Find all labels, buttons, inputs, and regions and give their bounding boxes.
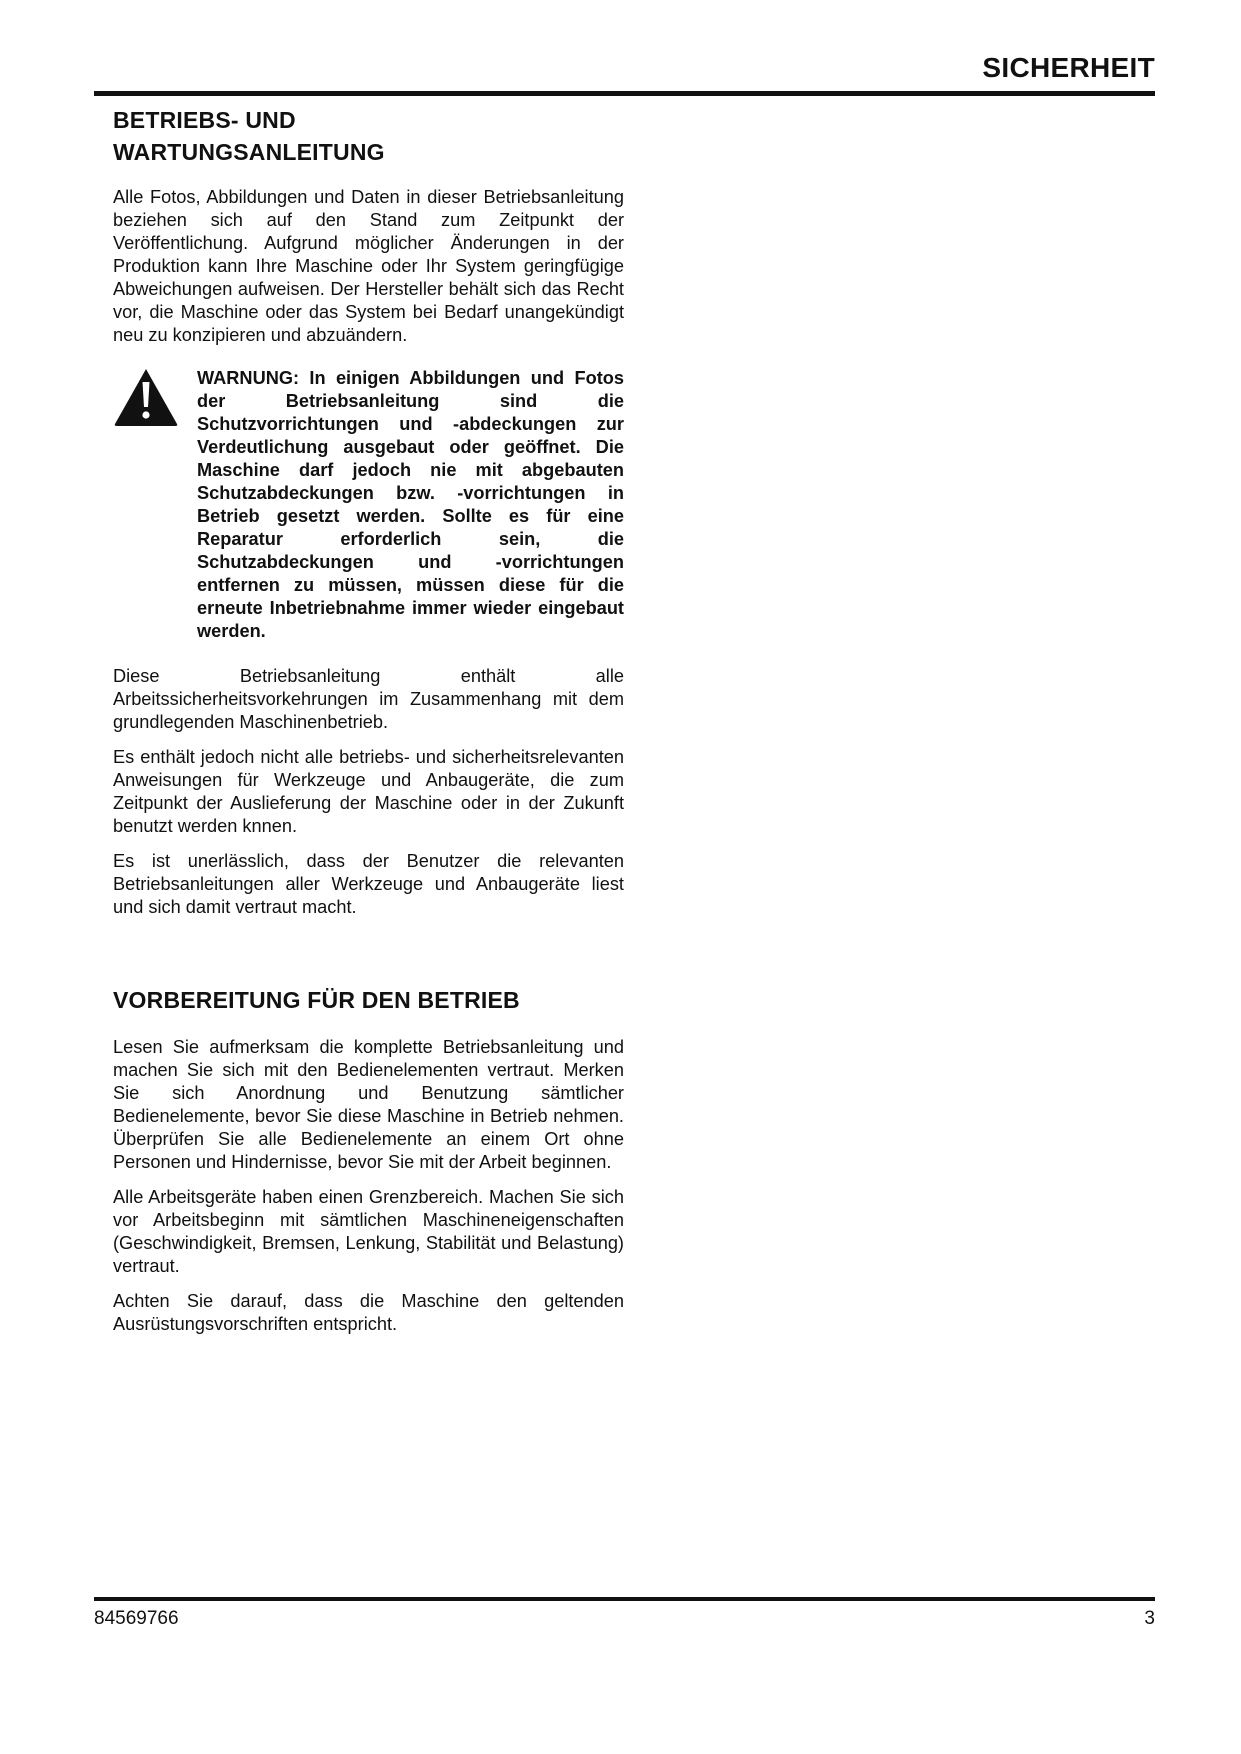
paragraph-werkzeuge: Es enthält jedoch nicht alle betriebs- und sicherheitsrelevanten Anweisungen für Werkzeuge und Anbaugeräte, die zum Zeitpunkt der Auslieferung der Maschine oder in der Zukunft benutzt werden knnen. xyxy=(113,747,624,836)
section-vorbereitung xyxy=(113,984,624,1348)
heading-vorbereitung: VORBEREITUNG FÜR DEN BETRIEB xyxy=(113,987,520,1013)
header-divider xyxy=(94,91,1155,96)
warning-text: WARNUNG: In einigen Abbildungen und Fotos der Betriebsanleitung sind die Schutzvorrichtungen und -abdeckungen zur Verdeutlichung ausgebaut oder geöffnet. Die Maschine darf jedoch nie mit abgebauten Schutzabdeckungen bzw. -vorrichtungen in Betrieb gesetzt werden. Sollte es für eine Reparatur erforderlich sein, die Schutzabdeckungen und -vorrichtungen entfernen zu müssen, müssen diese für die erneute Inbetriebnahme immer wieder eingebaut werden. xyxy=(197,368,624,641)
paragraph-grenzbereich: Alle Arbeitsgeräte haben einen Grenzbereich. Machen Sie sich vor Arbeitsbeginn mit sämtlichen Maschineneigenschaften (Geschwindigkeit, Bremsen, Lenkung, Stabilität und Belastung) vertraut. xyxy=(113,1187,624,1276)
paragraph-bedienelemente: Lesen Sie aufmerksam die komplette Betriebsanleitung und machen Sie sich mit den Bedienelementen vertraut. Merken Sie sich Anordnung und Benutzung sämtlicher Bedienelemente, bevor Sie diese Maschine in Betrieb nehmen. Überprüfen Sie alle Bedienelemente an einem Ort ohne Personen und Hindernisse, bevor Sie mit der Arbeit beginnen. xyxy=(113,1037,624,1172)
document-number: 84569766 xyxy=(94,1608,179,1629)
paragraph-sicherheitsvorkehrungen: Diese Betriebsanleitung enthält alle Arbeitssicherheitsvorkehrungen im Zusammenhang mit dem grundlegenden Maschinenbetrieb. xyxy=(113,666,624,732)
heading-betriebsanleitung xyxy=(113,104,624,168)
intro-paragraph: Alle Fotos, Abbildungen und Daten in dieser Betriebsanleitung beziehen sich auf den Stand zum Zeitpunkt der Veröffentlichung. Aufgrund möglicher Änderungen in der Produktion kann Ihre Maschine oder Ihr System geringfügige Abweichungen aufweisen. Der Hersteller behält sich das Recht vor, die Maschine oder das System bei Bedarf unangekündigt neu zu konzipieren und abzuändern. xyxy=(113,187,624,345)
paragraph-benutzer: Es ist unerlässlich, dass der Benutzer die relevanten Betriebsanleitungen aller Werkzeuge und Anbaugeräte liest und sich damit vertraut macht. xyxy=(113,851,624,917)
page-number: 3 xyxy=(1144,1608,1155,1629)
warning-triangle-icon xyxy=(113,367,179,427)
heading-line-2: WARTUNGSANLEITUNG xyxy=(113,139,385,165)
footer-divider xyxy=(94,1597,1155,1601)
paragraph-vorschriften: Achten Sie darauf, dass die Maschine den geltenden Ausrüstungsvorschriften entspricht. xyxy=(113,1291,624,1334)
warning-block xyxy=(113,367,624,643)
section-title: SICHERHEIT xyxy=(982,52,1155,83)
heading-line-1: BETRIEBS- UND xyxy=(113,107,296,133)
content-column xyxy=(113,104,624,1334)
